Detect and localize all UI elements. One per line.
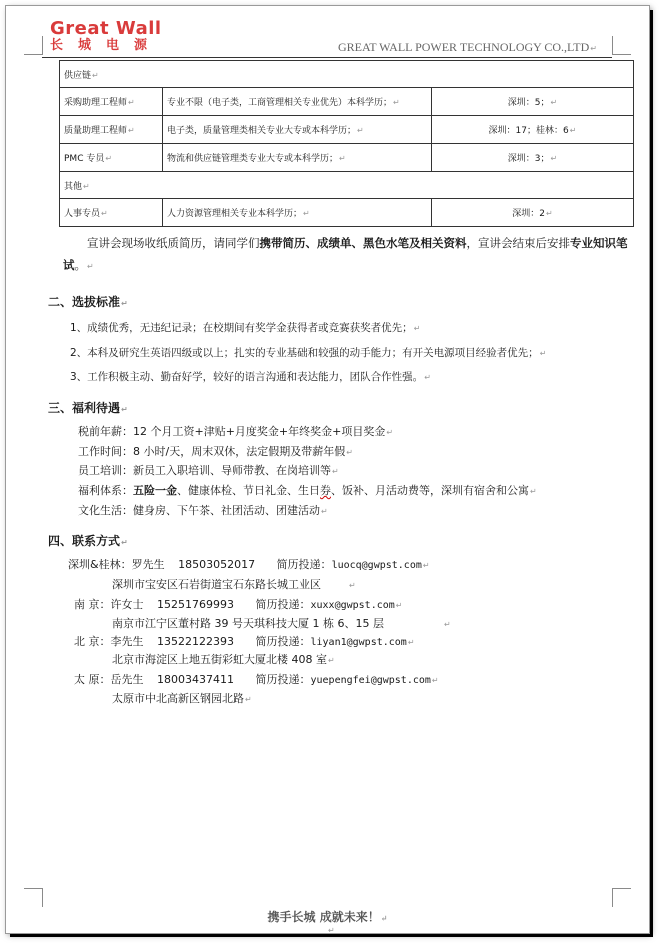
header-rule (42, 57, 612, 58)
position-cell: 人事专员↵ (60, 199, 163, 227)
logo-chinese: 长城电源 (50, 38, 163, 53)
table-row (60, 144, 634, 172)
location-cell: 深圳：5；↵ (432, 88, 634, 116)
crop-mark-bottom-right (612, 888, 631, 907)
requirement-cell: 专业不限（电子类，工商管理相关专业优先）本科学历；↵ (163, 88, 432, 116)
table-row (60, 116, 634, 144)
contact-address: 南京市江宁区董村路 39 号天琪科技大厦 1 栋 6、15 层 ↵ (112, 617, 451, 630)
section-title: 供应链↵ (60, 61, 634, 88)
paragraph-mark: ↵ (590, 44, 597, 53)
contact-email[interactable]: luocq@gwpst.com (331, 560, 422, 571)
benefit-item: 福利体系：五险一金、健康体检、节日礼金、生日券、饭补、月活动费等，深圳有宿舍和公寓↵ (78, 484, 537, 497)
document-page (6, 6, 649, 933)
contact-line: 太 原：岳先生 18003437411 简历投递：yuepengfei@gwpst.com↵ (74, 673, 439, 686)
contact-line: 北 京：李先生 13522122393 简历投递：liyan1@gwpst.com↵ (74, 635, 415, 648)
crop-mark-top-left (24, 36, 43, 55)
footer-paragraph-mark: ↵ (328, 926, 335, 935)
table-section-row (60, 61, 634, 88)
location-cell: 深圳：3；↵ (432, 144, 634, 172)
benefit-item: 员工培训：新员工入职培训、导师带教、在岗培训等↵ (78, 464, 339, 477)
position-cell: PMC 专员↵ (60, 144, 163, 172)
contact-email[interactable]: yuepengfei@gwpst.com (310, 675, 431, 686)
requirement-cell: 电子类，质量管理类相关专业大专或本科学历；↵ (163, 116, 432, 144)
contact-email[interactable]: xuxx@gwpst.com (310, 600, 395, 611)
selection-item: 3、工作积极主动、勤奋好学，较好的语言沟通和表达能力，团队合作性强。↵ (70, 371, 431, 383)
footer-slogan: 携手长城 成就未来！↵ (267, 910, 388, 924)
contact-email[interactable]: liyan1@gwpst.com (310, 637, 407, 648)
notice-paragraph: 宣讲会现场收纸质简历，请同学们携带简历、成绩单、黑色水笔及相关资料，宣讲会结束后安排专业知识笔试。↵ (63, 236, 628, 272)
benefit-item: 税前年薪：12 个月工资+津贴+月度奖金+年终奖金+项目奖金↵ (78, 425, 394, 438)
crop-mark-bottom-left (24, 888, 43, 907)
crop-mark-top-right (612, 36, 631, 55)
logo-english: Great Wall (50, 18, 162, 39)
contact-address: 北京市海淀区上地五街彩虹大厦北楼 408 室↵ (112, 653, 335, 666)
selection-item: 2、本科及研究生英语四级或以上；扎实的专业基础和较强的动手能力；有开关电源项目经验者优先；↵ (70, 347, 547, 359)
benefits-heading: 三、福利待遇↵ (48, 401, 128, 415)
location-cell: 深圳：2↵ (432, 199, 634, 227)
contact-line: 南 京：许女士 15251769993 简历投递：xuxx@gwpst.com↵ (74, 598, 403, 611)
requirement-cell: 人力资源管理相关专业本科学历；↵ (163, 199, 432, 227)
contacts-heading: 四、联系方式↵ (48, 534, 128, 548)
table-row (60, 199, 634, 227)
location-cell: 深圳：17；桂林：6↵ (432, 116, 634, 144)
positions-table (59, 60, 634, 227)
company-logo (50, 20, 162, 54)
table-section-row (60, 172, 634, 199)
table-row (60, 88, 634, 116)
selection-heading: 二、选拔标准↵ (48, 295, 128, 309)
contact-address: 太原市中北高新区钢园北路↵ (112, 692, 252, 705)
requirement-cell: 物流和供应链管理类专业大专或本科学历；↵ (163, 144, 432, 172)
header-company-name: GREAT WALL POWER TECHNOLOGY CO.,LTD↵ (337, 40, 597, 54)
contact-address: 深圳市宝安区石岩街道宝石东路长城工业区 ↵ (112, 578, 356, 591)
contact-line: 深圳&桂林：罗先生 18503052017 简历投递：luocq@gwpst.com↵ (68, 558, 430, 571)
section-title: 其他↵ (60, 172, 634, 199)
benefit-item: 文化生活：健身房、下午茶、社团活动、团建活动↵ (78, 504, 328, 517)
benefit-item: 工作时间：8 小时/天，周末双休，法定假期及带薪年假↵ (78, 445, 353, 458)
position-cell: 采购助理工程师↵ (60, 88, 163, 116)
position-cell: 质量助理工程师↵ (60, 116, 163, 144)
selection-item: 1、成绩优秀，无违纪记录；在校期间有奖学金获得者或竞赛获奖者优先；↵ (70, 322, 421, 334)
